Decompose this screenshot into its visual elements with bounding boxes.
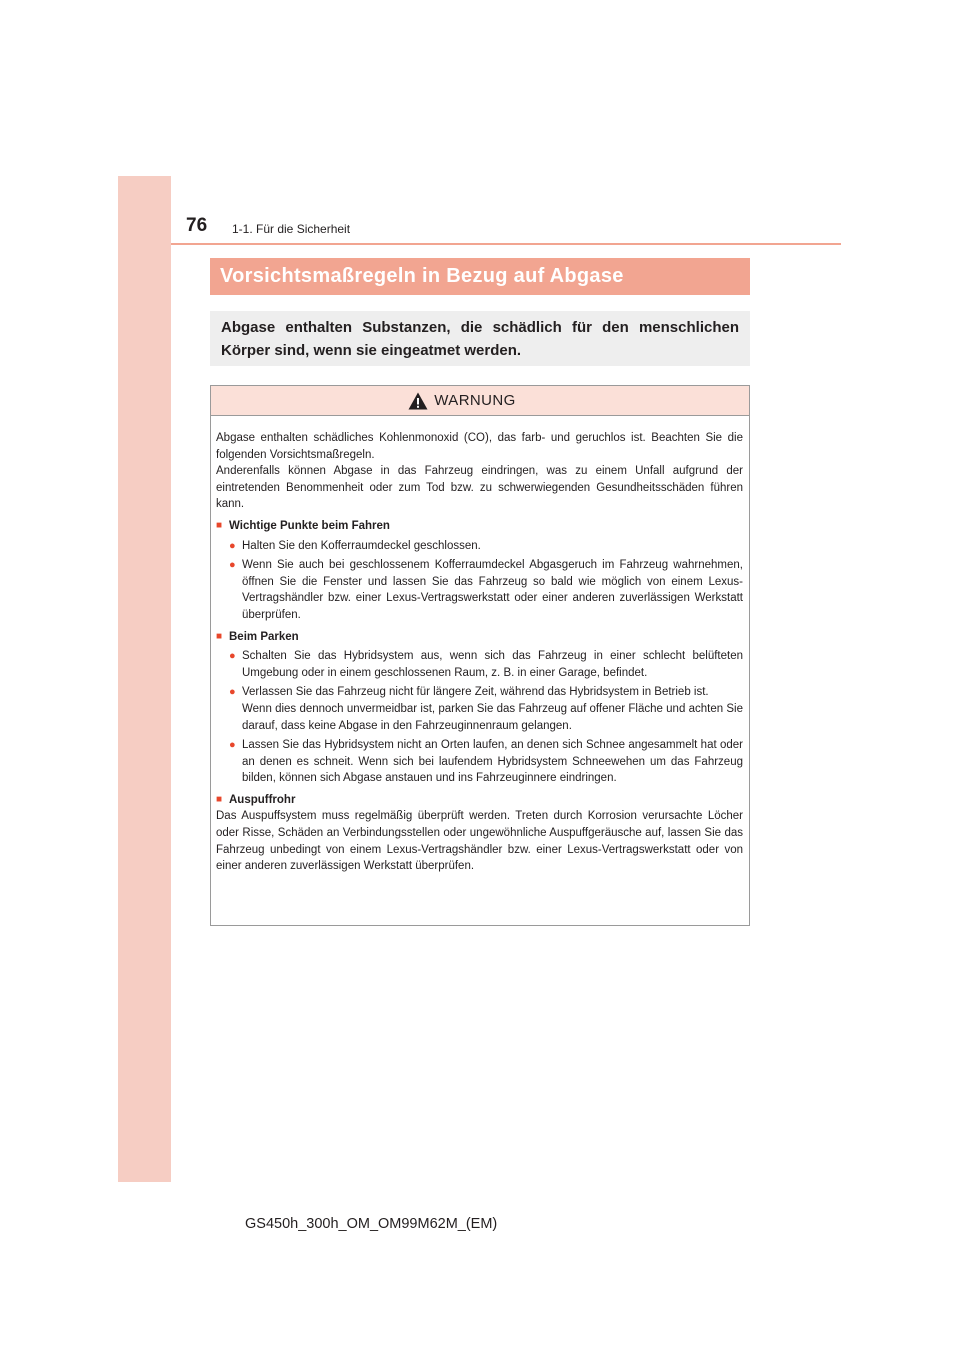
list-item [229, 684, 743, 734]
side-tab-strip [118, 176, 171, 1182]
document-code-footer: GS450h_300h_OM_OM99M62M_(EM) [245, 1216, 498, 1232]
bullet-text: Wenn Sie auch bei geschlossenem Kofferraumdeckel Abgasgeruch im Fahrzeug wahrnehmen, öffnen Sie die Fenster und lassen Sie das Fahrzeug so bald wie möglich von einem Lexus-Vertragshändler bzw. einer Lexus-Vertragswerkstatt oder einer anderen zuverlässigen Werkstatt überprüfen. [242, 559, 743, 621]
list-item [229, 557, 743, 623]
section-paragraph: Das Auspuffsystem muss regelmäßig überprüft werden. Treten durch Korrosion verursachte Löcher oder Risse, Schäden an Verbindungsstellen oder ungewöhnliche Auspuffgeräusche auf, lassen Sie das Fahrzeug unbedingt von einem Lexus-Vertragshändler bzw. einer Lexus-Vertragswerkstatt oder von einer anderen zuverlässigen Werkstatt überprüfen. [216, 810, 743, 873]
bullet-text: Schalten Sie das Hybridsystem aus, wenn sich das Fahrzeug in einer schlecht belüfteten Umgebung oder in einem geschlossenen Raum, z. B. in einer Garage, befindet. [242, 650, 743, 679]
warning-body [211, 416, 749, 875]
warning-label: WARNUNG [434, 392, 516, 409]
dot-bullet-icon: ● [229, 650, 236, 663]
bullet-text: Halten Sie den Kofferraumdeckel geschlossen. [242, 539, 481, 552]
list-item [229, 538, 743, 555]
header-rule [171, 243, 841, 245]
warning-intro-1: Abgase enthalten schädliches Kohlenmonoxid (CO), das farb- und geruchlos ist. Beachten Sie die folgenden Vorsichtsmaßregeln. [216, 432, 743, 461]
warning-box [210, 385, 750, 926]
warning-header [211, 386, 749, 416]
dot-bullet-icon: ● [229, 739, 236, 752]
square-bullet-icon: ■ [216, 793, 223, 805]
square-bullet-icon: ■ [216, 519, 223, 531]
intro-box [210, 311, 750, 366]
dot-bullet-icon: ● [229, 539, 236, 552]
list-item [229, 737, 743, 787]
page-number: 76 [186, 215, 208, 236]
dot-bullet-icon: ● [229, 559, 236, 572]
warning-triangle-icon [408, 392, 428, 410]
list-item [229, 648, 743, 681]
warning-section-driving [216, 518, 743, 624]
warning-intro-2: Anderenfalls können Abgase in das Fahrzeug eindringen, was zu einem Unfall aufgrund der eintretenden Benommenheit oder zum Tod bzw. zu schwerwiegenden Gesundheitsschäden führen kann. [216, 465, 743, 511]
section-title: Auspuffrohr [229, 793, 296, 806]
bullet-text-continued: Wenn dies dennoch unvermeidbar ist, parken Sie das Fahrzeug auf offener Fläche und achten Sie darauf, dass keine Abgase in den Fahrzeuginnenraum gelangen. [242, 702, 743, 732]
section-title: Wichtige Punkte beim Fahren [229, 519, 390, 532]
bullet-text: Lassen Sie das Hybridsystem nicht an Orten laufen, an denen sich Schnee angesammelt hat oder an denen es schneit. Wenn sich bei laufendem Hybridsystem Schneewehen um das Fahrzeug bilden, können sich Abgase anstauen und ins Fahrzeuginnere eindringen. [242, 739, 743, 785]
section-title-bar [210, 258, 750, 295]
page-title: Vorsichtsmaßregeln in Bezug auf Abgase [220, 265, 624, 287]
bullet-text: Verlassen Sie das Fahrzeug nicht für längere Zeit, während das Hybridsystem in Betrieb ist. [242, 686, 709, 699]
intro-text: Abgase enthalten Substanzen, die schädlich für den menschlichen Körper sind, wenn sie eingeatmet werden. [221, 319, 739, 359]
section-title: Beim Parken [229, 630, 299, 643]
dot-bullet-icon: ● [229, 686, 236, 699]
section-label: 1-1. Für die Sicherheit [232, 222, 351, 236]
warning-section-parking [216, 629, 743, 787]
square-bullet-icon: ■ [216, 630, 223, 642]
warning-section-exhaust [216, 792, 743, 875]
